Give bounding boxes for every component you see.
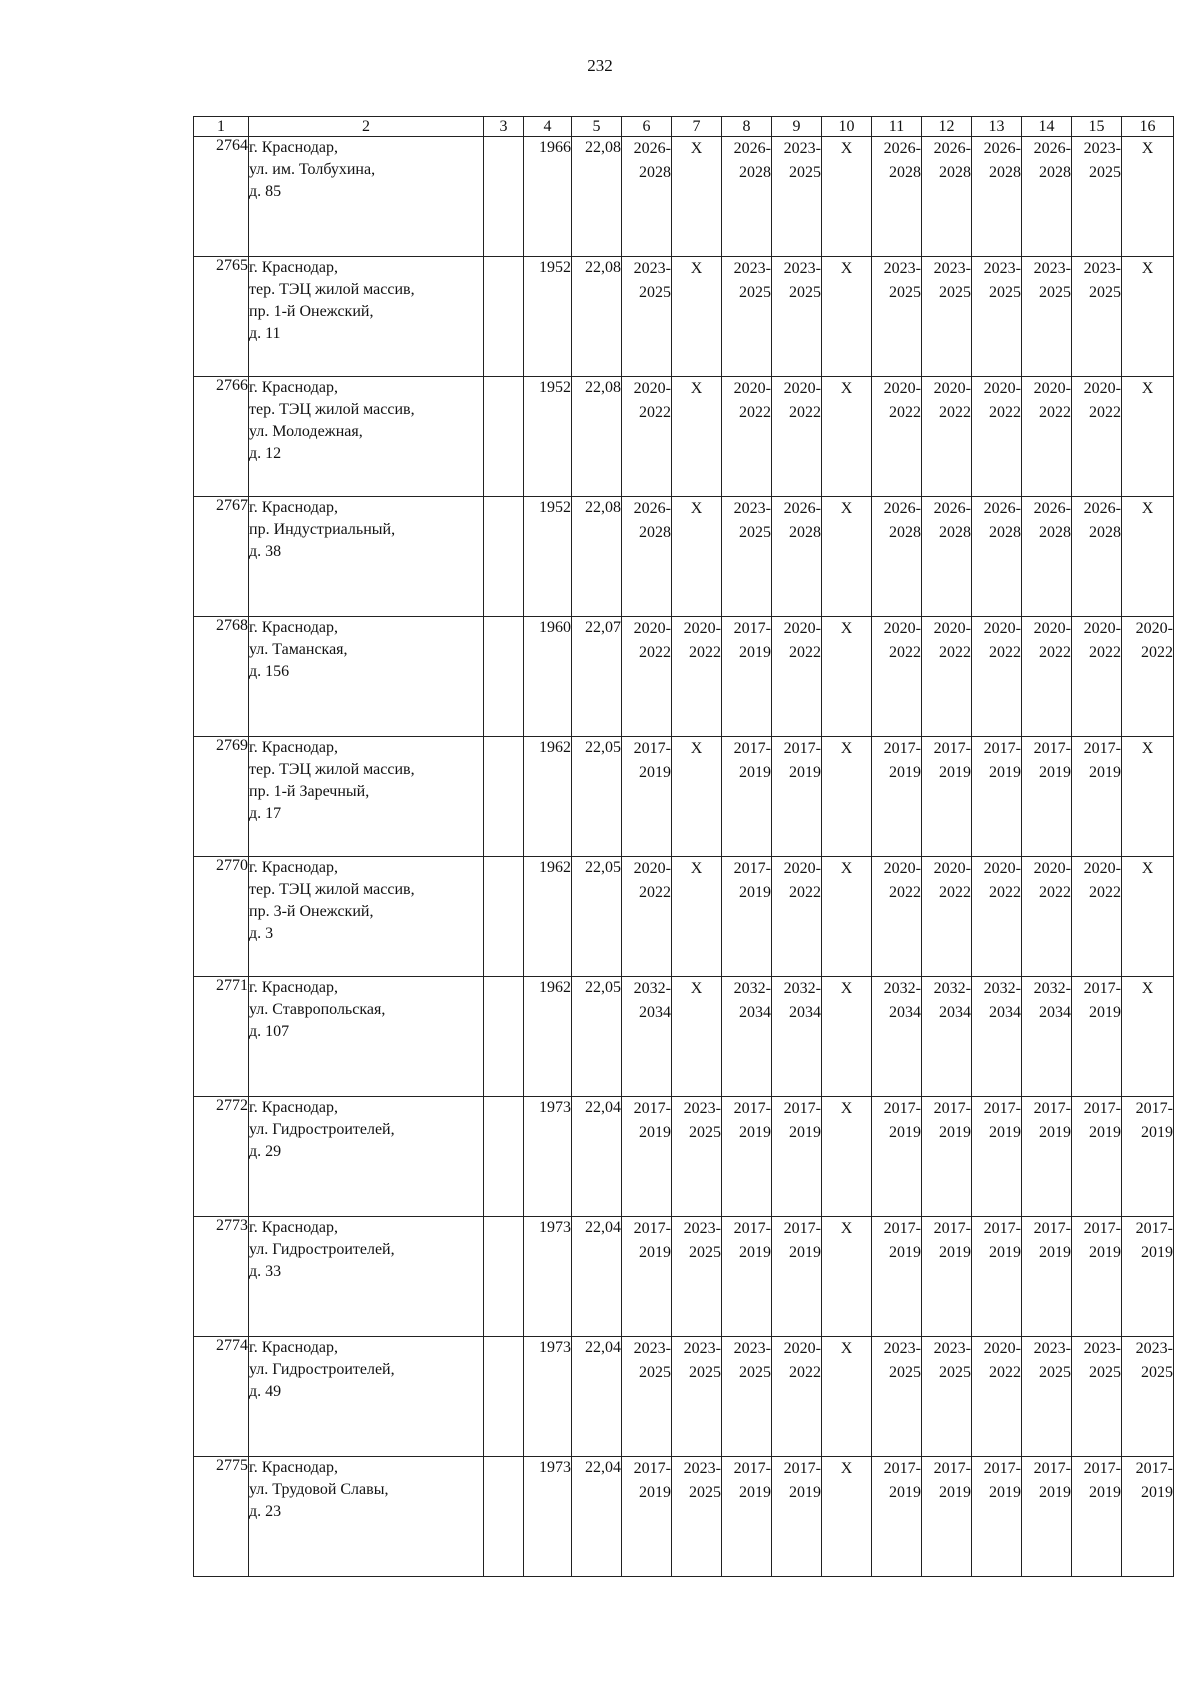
period-cell-8: 2026- 2028 (722, 137, 772, 257)
row-number: 2771 (194, 977, 249, 1097)
period-cell-15: 2017- 2019 (1072, 737, 1122, 857)
period-cell-10: Х (822, 1097, 872, 1217)
period-cell-16: 2017- 2019 (1122, 1457, 1174, 1577)
period-cell-12: 2023- 2025 (922, 257, 972, 377)
address-cell: г. Краснодар, ул. Гидростроителей, д. 29 (249, 1097, 484, 1217)
period-cell-7: 2023- 2025 (672, 1097, 722, 1217)
row-number: 2769 (194, 737, 249, 857)
period-cell-10: Х (822, 1457, 872, 1577)
col3-cell (484, 617, 524, 737)
period-cell-13: 2017- 2019 (972, 1097, 1022, 1217)
period-cell-12: 2017- 2019 (922, 737, 972, 857)
col3-cell (484, 257, 524, 377)
period-cell-14: 2020- 2022 (1022, 617, 1072, 737)
year-cell: 1973 (524, 1097, 572, 1217)
period-cell-11: 2017- 2019 (872, 737, 922, 857)
period-cell-8: 2017- 2019 (722, 1457, 772, 1577)
period-cell-12: 2032- 2034 (922, 977, 972, 1097)
row-number: 2768 (194, 617, 249, 737)
period-cell-10: Х (822, 1337, 872, 1457)
period-cell-6: 2026- 2028 (622, 497, 672, 617)
column-header-14: 14 (1022, 117, 1072, 137)
column-header-5: 5 (572, 117, 622, 137)
period-cell-16: 2017- 2019 (1122, 1097, 1174, 1217)
col3-cell (484, 857, 524, 977)
table-row (194, 497, 1174, 617)
period-cell-10: Х (822, 857, 872, 977)
col3-cell (484, 1457, 524, 1577)
period-cell-8: 2017- 2019 (722, 857, 772, 977)
period-cell-10: Х (822, 497, 872, 617)
period-cell-9: 2020- 2022 (772, 377, 822, 497)
period-cell-10: Х (822, 617, 872, 737)
rate-cell: 22,04 (572, 1457, 622, 1577)
period-cell-7: Х (672, 137, 722, 257)
period-cell-15: 2023- 2025 (1072, 1337, 1122, 1457)
rate-cell: 22,08 (572, 257, 622, 377)
period-cell-12: 2026- 2028 (922, 137, 972, 257)
col3-cell (484, 137, 524, 257)
address-cell: г. Краснодар, тер. ТЭЦ жилой массив, пр. 1-й Заречный, д. 17 (249, 737, 484, 857)
period-cell-14: 2017- 2019 (1022, 1097, 1072, 1217)
rate-cell: 22,05 (572, 737, 622, 857)
period-cell-16: Х (1122, 737, 1174, 857)
period-cell-14: 2020- 2022 (1022, 857, 1072, 977)
period-cell-13: 2026- 2028 (972, 497, 1022, 617)
period-cell-11: 2017- 2019 (872, 1217, 922, 1337)
rate-cell: 22,05 (572, 977, 622, 1097)
period-cell-15: 2023- 2025 (1072, 137, 1122, 257)
period-cell-15: 2017- 2019 (1072, 977, 1122, 1097)
row-number: 2765 (194, 257, 249, 377)
column-header-1: 1 (194, 117, 249, 137)
period-cell-7: Х (672, 737, 722, 857)
period-cell-14: 2023- 2025 (1022, 1337, 1072, 1457)
period-cell-16: Х (1122, 137, 1174, 257)
period-cell-6: 2020- 2022 (622, 857, 672, 977)
period-cell-15: 2017- 2019 (1072, 1217, 1122, 1337)
year-cell: 1973 (524, 1457, 572, 1577)
row-number: 2774 (194, 1337, 249, 1457)
period-cell-16: 2017- 2019 (1122, 1217, 1174, 1337)
col3-cell (484, 737, 524, 857)
period-cell-7: 2020- 2022 (672, 617, 722, 737)
column-header-10: 10 (822, 117, 872, 137)
period-cell-7: Х (672, 377, 722, 497)
rate-cell: 22,04 (572, 1337, 622, 1457)
period-cell-15: 2020- 2022 (1072, 857, 1122, 977)
column-header-3: 3 (484, 117, 524, 137)
period-cell-13: 2017- 2019 (972, 1457, 1022, 1577)
period-cell-11: 2026- 2028 (872, 137, 922, 257)
period-cell-9: 2017- 2019 (772, 737, 822, 857)
period-cell-6: 2023- 2025 (622, 1337, 672, 1457)
period-cell-12: 2020- 2022 (922, 857, 972, 977)
period-cell-8: 2023- 2025 (722, 1337, 772, 1457)
period-cell-12: 2020- 2022 (922, 377, 972, 497)
period-cell-13: 2026- 2028 (972, 137, 1022, 257)
address-cell: г. Краснодар, ул. Гидростроителей, д. 49 (249, 1337, 484, 1457)
period-cell-9: 2017- 2019 (772, 1457, 822, 1577)
housing-register-table (193, 116, 1174, 1577)
period-cell-16: Х (1122, 857, 1174, 977)
row-number: 2770 (194, 857, 249, 977)
period-cell-16: Х (1122, 257, 1174, 377)
row-number: 2766 (194, 377, 249, 497)
period-cell-10: Х (822, 737, 872, 857)
period-cell-12: 2017- 2019 (922, 1217, 972, 1337)
period-cell-9: 2023- 2025 (772, 257, 822, 377)
period-cell-12: 2020- 2022 (922, 617, 972, 737)
period-cell-7: Х (672, 257, 722, 377)
period-cell-14: 2020- 2022 (1022, 377, 1072, 497)
year-cell: 1952 (524, 497, 572, 617)
period-cell-15: 2023- 2025 (1072, 257, 1122, 377)
period-cell-11: 2032- 2034 (872, 977, 922, 1097)
table-row (194, 137, 1174, 257)
period-cell-14: 2026- 2028 (1022, 497, 1072, 617)
col3-cell (484, 1217, 524, 1337)
period-cell-15: 2026- 2028 (1072, 497, 1122, 617)
period-cell-10: Х (822, 1217, 872, 1337)
column-header-16: 16 (1122, 117, 1174, 137)
col3-cell (484, 977, 524, 1097)
table-row (194, 257, 1174, 377)
period-cell-11: 2026- 2028 (872, 497, 922, 617)
year-cell: 1960 (524, 617, 572, 737)
year-cell: 1966 (524, 137, 572, 257)
period-cell-8: 2020- 2022 (722, 377, 772, 497)
column-header-8: 8 (722, 117, 772, 137)
period-cell-6: 2023- 2025 (622, 257, 672, 377)
rate-cell: 22,05 (572, 857, 622, 977)
period-cell-11: 2017- 2019 (872, 1457, 922, 1577)
period-cell-15: 2020- 2022 (1072, 377, 1122, 497)
period-cell-6: 2026- 2028 (622, 137, 672, 257)
year-cell: 1952 (524, 257, 572, 377)
rate-cell: 22,08 (572, 377, 622, 497)
period-cell-13: 2020- 2022 (972, 1337, 1022, 1457)
table-row (194, 737, 1174, 857)
table-row (194, 377, 1174, 497)
address-cell: г. Краснодар, ул. Таманская, д. 156 (249, 617, 484, 737)
period-cell-13: 2032- 2034 (972, 977, 1022, 1097)
period-cell-16: Х (1122, 497, 1174, 617)
col3-cell (484, 497, 524, 617)
period-cell-6: 2017- 2019 (622, 1097, 672, 1217)
period-cell-9: 2026- 2028 (772, 497, 822, 617)
period-cell-12: 2017- 2019 (922, 1457, 972, 1577)
period-cell-8: 2023- 2025 (722, 257, 772, 377)
period-cell-14: 2026- 2028 (1022, 137, 1072, 257)
year-cell: 1973 (524, 1337, 572, 1457)
period-cell-13: 2023- 2025 (972, 257, 1022, 377)
year-cell: 1962 (524, 737, 572, 857)
year-cell: 1973 (524, 1217, 572, 1337)
table-row (194, 1337, 1174, 1457)
table-row (194, 617, 1174, 737)
period-cell-7: Х (672, 497, 722, 617)
period-cell-15: 2020- 2022 (1072, 617, 1122, 737)
period-cell-9: 2017- 2019 (772, 1097, 822, 1217)
table-row (194, 1457, 1174, 1577)
period-cell-14: 2017- 2019 (1022, 1217, 1072, 1337)
period-cell-6: 2020- 2022 (622, 617, 672, 737)
address-cell: г. Краснодар, ул. Ставропольская, д. 107 (249, 977, 484, 1097)
period-cell-8: 2017- 2019 (722, 737, 772, 857)
row-number: 2767 (194, 497, 249, 617)
period-cell-10: Х (822, 977, 872, 1097)
period-cell-13: 2017- 2019 (972, 1217, 1022, 1337)
row-number: 2772 (194, 1097, 249, 1217)
period-cell-12: 2026- 2028 (922, 497, 972, 617)
table-row (194, 1097, 1174, 1217)
period-cell-7: Х (672, 857, 722, 977)
table-row (194, 977, 1174, 1097)
row-number: 2764 (194, 137, 249, 257)
column-number-row (194, 117, 1174, 137)
period-cell-8: 2017- 2019 (722, 1217, 772, 1337)
period-cell-15: 2017- 2019 (1072, 1457, 1122, 1577)
year-cell: 1962 (524, 857, 572, 977)
address-cell: г. Краснодар, тер. ТЭЦ жилой массив, ул. Молодежная, д. 12 (249, 377, 484, 497)
period-cell-11: 2020- 2022 (872, 617, 922, 737)
period-cell-7: 2023- 2025 (672, 1457, 722, 1577)
period-cell-9: 2020- 2022 (772, 857, 822, 977)
period-cell-14: 2017- 2019 (1022, 737, 1072, 857)
column-header-12: 12 (922, 117, 972, 137)
table-row (194, 1217, 1174, 1337)
rate-cell: 22,04 (572, 1217, 622, 1337)
period-cell-6: 2017- 2019 (622, 737, 672, 857)
period-cell-14: 2023- 2025 (1022, 257, 1072, 377)
year-cell: 1962 (524, 977, 572, 1097)
rate-cell: 22,08 (572, 137, 622, 257)
period-cell-14: 2032- 2034 (1022, 977, 1072, 1097)
period-cell-8: 2023- 2025 (722, 497, 772, 617)
column-header-11: 11 (872, 117, 922, 137)
row-number: 2773 (194, 1217, 249, 1337)
address-cell: г. Краснодар, ул. Гидростроителей, д. 33 (249, 1217, 484, 1337)
period-cell-6: 2020- 2022 (622, 377, 672, 497)
year-cell: 1952 (524, 377, 572, 497)
period-cell-11: 2020- 2022 (872, 377, 922, 497)
address-cell: г. Краснодар, пр. Индустриальный, д. 38 (249, 497, 484, 617)
period-cell-10: Х (822, 137, 872, 257)
column-header-9: 9 (772, 117, 822, 137)
period-cell-9: 2023- 2025 (772, 137, 822, 257)
period-cell-12: 2023- 2025 (922, 1337, 972, 1457)
column-header-2: 2 (249, 117, 484, 137)
period-cell-16: Х (1122, 377, 1174, 497)
period-cell-16: 2020- 2022 (1122, 617, 1174, 737)
period-cell-13: 2017- 2019 (972, 737, 1022, 857)
column-header-15: 15 (1072, 117, 1122, 137)
period-cell-8: 2032- 2034 (722, 977, 772, 1097)
address-cell: г. Краснодар, ул. им. Толбухина, д. 85 (249, 137, 484, 257)
period-cell-13: 2020- 2022 (972, 377, 1022, 497)
period-cell-6: 2032- 2034 (622, 977, 672, 1097)
period-cell-10: Х (822, 377, 872, 497)
col3-cell (484, 377, 524, 497)
column-header-6: 6 (622, 117, 672, 137)
period-cell-11: 2023- 2025 (872, 257, 922, 377)
period-cell-9: 2017- 2019 (772, 1217, 822, 1337)
table-body (194, 137, 1174, 1577)
address-cell: г. Краснодар, тер. ТЭЦ жилой массив, пр. 1-й Онежский, д. 11 (249, 257, 484, 377)
period-cell-9: 2020- 2022 (772, 1337, 822, 1457)
period-cell-16: 2023- 2025 (1122, 1337, 1174, 1457)
period-cell-7: 2023- 2025 (672, 1337, 722, 1457)
period-cell-8: 2017- 2019 (722, 617, 772, 737)
period-cell-11: 2020- 2022 (872, 857, 922, 977)
period-cell-11: 2017- 2019 (872, 1097, 922, 1217)
column-header-7: 7 (672, 117, 722, 137)
rate-cell: 22,07 (572, 617, 622, 737)
period-cell-6: 2017- 2019 (622, 1457, 672, 1577)
rate-cell: 22,04 (572, 1097, 622, 1217)
period-cell-11: 2023- 2025 (872, 1337, 922, 1457)
rate-cell: 22,08 (572, 497, 622, 617)
column-header-13: 13 (972, 117, 1022, 137)
col3-cell (484, 1337, 524, 1457)
period-cell-9: 2032- 2034 (772, 977, 822, 1097)
col3-cell (484, 1097, 524, 1217)
period-cell-16: Х (1122, 977, 1174, 1097)
period-cell-13: 2020- 2022 (972, 617, 1022, 737)
period-cell-15: 2017- 2019 (1072, 1097, 1122, 1217)
table-row (194, 857, 1174, 977)
page-number: 232 (587, 56, 613, 75)
period-cell-13: 2020- 2022 (972, 857, 1022, 977)
period-cell-10: Х (822, 257, 872, 377)
address-cell: г. Краснодар, ул. Трудовой Славы, д. 23 (249, 1457, 484, 1577)
period-cell-9: 2020- 2022 (772, 617, 822, 737)
period-cell-12: 2017- 2019 (922, 1097, 972, 1217)
address-cell: г. Краснодар, тер. ТЭЦ жилой массив, пр. 3-й Онежский, д. 3 (249, 857, 484, 977)
period-cell-14: 2017- 2019 (1022, 1457, 1072, 1577)
period-cell-7: 2023- 2025 (672, 1217, 722, 1337)
period-cell-8: 2017- 2019 (722, 1097, 772, 1217)
period-cell-6: 2017- 2019 (622, 1217, 672, 1337)
period-cell-7: Х (672, 977, 722, 1097)
column-header-4: 4 (524, 117, 572, 137)
row-number: 2775 (194, 1457, 249, 1577)
